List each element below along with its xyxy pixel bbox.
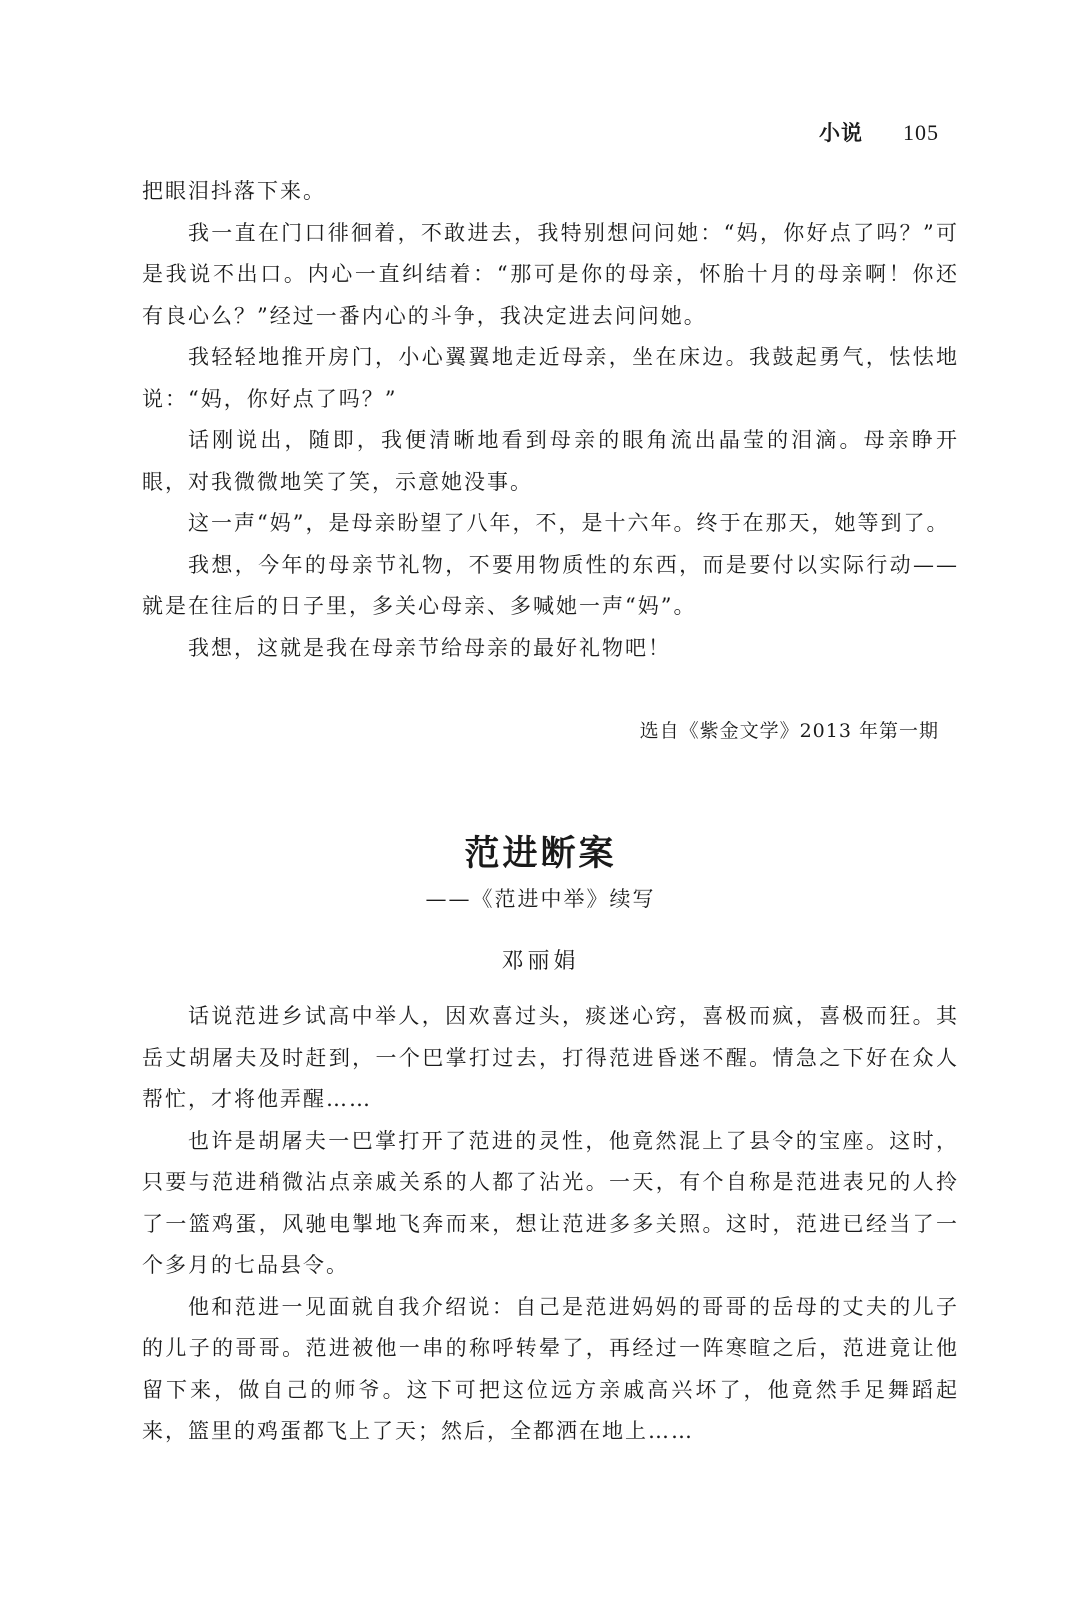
story2-paragraph: 也许是胡屠夫一巴掌打开了范进的灵性，他竟然混上了县令的宝座。这时，只要与范进稍微沾点亲戚关系的人都了沾光。一天，有个自称是范进表兄的人拎了一篮鸡蛋，风驰电掣地飞奔而来，想让范进多多关照。这时，范进已经当了一个多月的七品县令。 <box>142 1128 959 1277</box>
story1-paragraph: 话刚说出，随即，我便清晰地看到母亲的眼角流出晶莹的泪滴。母亲睁开眼，对我微微地笑了笑，示意她没事。 <box>142 428 959 494</box>
story1-paragraph: 我想，今年的母亲节礼物，不要用物质性的东西，而是要付以实际行动——就是在往后的日子里，多关心母亲、多喊她一声“妈”。 <box>142 552 959 618</box>
story2-paragraph: 话说范进乡试高中举人，因欢喜过头，痰迷心窍，喜极而疯，喜极而狂。其岳丈胡屠夫及时赶到，一个巴掌打过去，打得范进昏迷不醒。情急之下好在众人帮忙，才将他弄醒…… <box>142 1004 959 1111</box>
story1-paragraph: 把眼泪抖落下来。 <box>142 179 326 203</box>
story2-body <box>142 996 959 1453</box>
story1-paragraph: 我一直在门口徘徊着，不敢进去，我特别想问问她：“妈，你好点了吗？”可是我说不出口。内心一直纠结着：“那可是你的母亲，怀胎十月的母亲啊！你还有良心么？”经过一番内心的斗争，我决定进去问问她。 <box>142 220 959 328</box>
story1-paragraph: 我轻轻地推开房门，小心翼翼地走近母亲，坐在床边。我鼓起勇气，怯怯地说：“妈，你好点了吗？” <box>142 345 959 411</box>
story2-subtitle: ——《范进中举》续写 <box>425 887 656 911</box>
story1-paragraph: 这一声“妈”，是母亲盼望了八年，不，是十六年。终于在那天，她等到了。 <box>188 511 950 535</box>
section-title: 小说 <box>819 121 863 145</box>
page-number: 105 <box>903 120 939 145</box>
story2-title: 范进断案 <box>464 834 617 874</box>
page-header <box>819 117 939 147</box>
story2-author: 邓丽娟 <box>501 949 580 974</box>
story1-body <box>142 171 959 669</box>
story1-source: 选自《紫金文学》2013 年第一期 <box>639 720 939 742</box>
story1-paragraph: 我想，这就是我在母亲节给母亲的最好礼物吧！ <box>188 635 671 660</box>
story2-paragraph: 他和范进一见面就自我介绍说：自己是范进妈妈的哥哥的岳母的丈夫的儿子的儿子的哥哥。范进被他一串的称呼转晕了，再经过一阵寒暄之后，范进竟让他留下来，做自己的师爷。这下可把这位远方亲戚高兴坏了，他竟然手足舞蹈起来，篮里的鸡蛋都飞上了天；然后，全都洒在地上…… <box>142 1294 959 1443</box>
